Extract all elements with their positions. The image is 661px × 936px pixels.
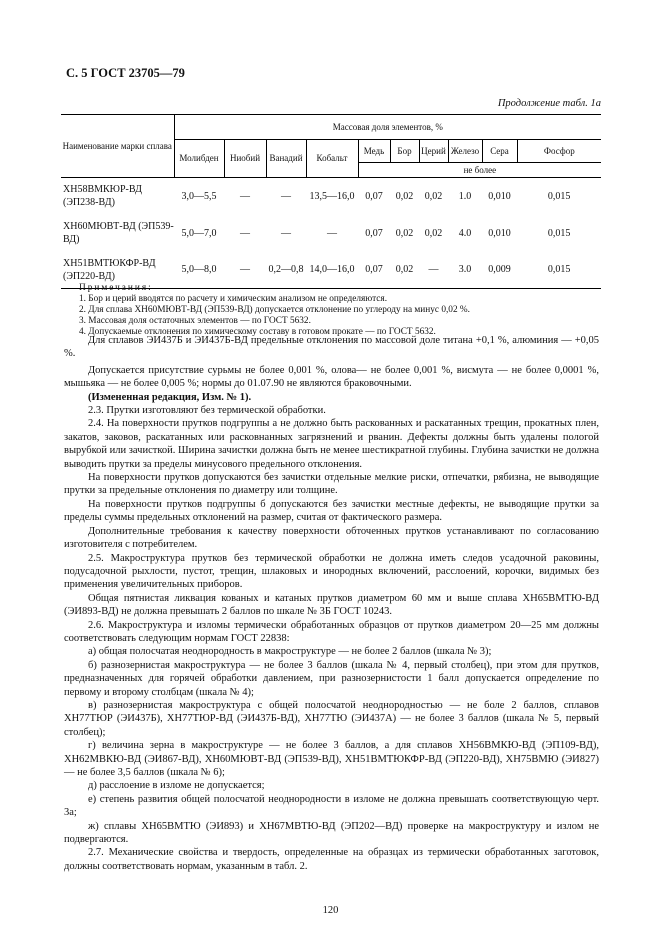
paragraph: Дополнительные требования к качеству поверхности обточенных прутков устанавливают по согласованию изготовителя с потребителем. (64, 525, 599, 551)
column-subheader: не более (358, 163, 601, 178)
column-header: Фосфор (517, 140, 601, 163)
table-cell: — (240, 227, 250, 239)
table-cell: 0,07 (358, 252, 390, 289)
table-cell: 0,02 (395, 227, 414, 239)
paragraph: 2.7. Механические свойства и твердость, определенные на образцах из термически обработанных заготовок, должны соответствовать нормам, указанным в табл. 2. (64, 847, 599, 872)
table-cell: 0,009 (482, 252, 517, 289)
table-cell: 0,02 (395, 190, 414, 202)
note-item: 4. Допускаемые отклонения по химическому составу в готовом прокате — по ГОСТ 5632. (79, 327, 436, 337)
page-header: С. 5 ГОСТ 23705—79 (66, 66, 185, 80)
column-header: Железо (448, 140, 482, 163)
table-cell: 1.0 (458, 190, 472, 202)
paragraph: Для сплавов ЭИ437Б и ЭИ437Б-ВД предельные отклонения по массовой доле титана +0,1 %, алюминия — +0,05 %. (64, 335, 599, 360)
table-cell: — (281, 190, 291, 202)
table-cell: 0,015 (547, 227, 571, 239)
paragraph: в) разнозернистая макроструктура с общей полосчатой неоднородностью — не боле 2 баллов, сплавов ХН77ТЮР (ЭИ437Б), ХН77ТЮР-ВД (ЭИ437Б-ВД), ХН77ТЮ (ЭИ437А) — не более 3 баллов (шкала № 5, первый столбец); (64, 699, 599, 738)
column-header: Бор (390, 140, 419, 163)
note-item: 2. Для сплава ХН60МЮВТ-ВД (ЭП539-ВД) допускается отклонение по углероду на минус 0,02 %. (79, 305, 470, 315)
column-header: Сера (482, 140, 517, 163)
table-cell: 0,010 (488, 190, 511, 202)
table-row (61, 215, 601, 252)
paragraph: ж) сплавы ХН65ВМТЮ (ЭИ893) и ХН67МВТЮ-ВД (ЭП202—ВД) проверке на макроструктуру и излом не подвергаются. (64, 820, 599, 846)
table-cell: 0,02 (424, 227, 443, 239)
page-number: 120 (322, 905, 339, 916)
note-item: 3. Массовая доля остаточных элементов — по ГОСТ 5632. (79, 316, 311, 326)
paragraph: б) разнозернистая макроструктура — не более 3 баллов (шкала № 4, первый столбец), при этом для прутков, предназначенных для горячей обработки давлением, при разнозернистости 1 балл допускается определение по первому и второму столбцам (шкала № 4); (64, 659, 599, 698)
composition-table (61, 114, 601, 289)
table-cell: 14,0—16,0 (306, 252, 358, 289)
table-cell: 3.0 (448, 252, 482, 289)
paragraph: д) расслоение в изломе не допускается; (88, 780, 265, 792)
column-header: Ванадий (266, 140, 306, 178)
paragraph: г) величина зерна в макроструктуре — не более 3 баллов, а для сплавов ХН56ВМКЮ-ВД (ЭП109-ВД), ХН62МВКЮ-ВД (ЭИ867-ВД), ХН60МЮВТ-ВД (ЭП539-ВД), ХН51ВМТЮКФР-ВД (ЭП220-ВД), ХН75ВМЮ (ЭИ827) — не более 3,5 баллов (шкала № 6); (64, 740, 599, 778)
table-notes (79, 283, 609, 338)
note-item: 1. Бор и церий вводятся по расчету и химическим анализом не определяются. (79, 294, 388, 304)
paragraph: 2.6. Макроструктура и изломы термически обработанных образцов от прутков диаметром 20—25 мм должны соответствовать следующим нормам ГОСТ 22838: (64, 619, 599, 644)
paragraph: е) степень развития общей полосчатой неоднородности в изломе не должна превышать соответствующую черт. 3а; (64, 793, 599, 819)
table-cell: 0,07 (365, 190, 383, 202)
table-cell: 13,5—16,0 (309, 190, 355, 202)
table-cell: 4.0 (458, 227, 472, 239)
table-cell: 0,02 (390, 252, 419, 289)
table-row (61, 178, 601, 215)
table-cell: 0,2—0,8 (266, 252, 306, 289)
table-cell: 5,0—7,0 (181, 227, 217, 239)
table-cell: — (327, 227, 337, 239)
paragraph: а) общая полосчатая неоднородность в макроструктуре — не более 2 баллов (шкала № 3); (88, 646, 492, 658)
paragraph: 2.5. Макроструктура прутков без термической обработки не должна иметь следов усадочной раковины, подусадочной рыхлости, пустот, трещин, шлаковых и инородных включений, расслоений, корочки, видимых без применения увеличительных приборов. (64, 552, 599, 591)
column-group-header: Массовая доля элементов, % (174, 115, 601, 140)
table-cell: 3,0—5,5 (181, 190, 217, 202)
paragraph: Общая пятнистая ликвация кованых и катаных прутков диаметром 60 мм и выше сплава ХН65ВМТЮ-ВД (ЭИ893-ВД) не должна превышать 2 баллов по шкале № 3Б ГОСТ 10243. (64, 592, 599, 618)
column-header: Кобальт (306, 140, 358, 178)
column-header: Ниобий (224, 140, 266, 178)
table-continuation-label: Продолжение табл. 1а (497, 98, 601, 109)
paragraph: 2.3. Прутки изготовляют без термической обработки. (88, 405, 326, 417)
table-cell: — (281, 227, 291, 239)
notes-title: Примечания: (79, 283, 153, 293)
amendment-note: (Измененная редакция, Изм. № 1). (88, 391, 252, 403)
alloy-name: ХН51ВМТЮКФР-ВД (ЭП220-ВД) (61, 252, 174, 289)
column-header: Молибден (174, 140, 224, 178)
table-cell: 5,0—8,0 (174, 252, 224, 289)
table-cell: 0,02 (424, 190, 443, 202)
alloy-name: ХН58ВМКЮР-ВД (ЭП238-ВД) (63, 184, 142, 209)
paragraph: На поверхности прутков подгруппы б допускаются без зачистки местные дефекты, не выводящие прутки за пределы суммы предельных отклонений на размер, считая от фактического размера. (64, 498, 599, 524)
table-cell: — (419, 252, 448, 289)
table-cell: 0,015 (517, 252, 601, 289)
table-cell: — (240, 190, 250, 202)
paragraph: На поверхности прутков допускаются без зачистки отдельные мелкие риски, отпечатки, рябизна, не выводящие прутки за предельные отклонения по диаметру или толщине. (64, 472, 599, 497)
body-text (64, 334, 599, 873)
paragraph: 2.4. На поверхности прутков подгруппы а не должно быть раскованных и раскатанных трещин, прокатных плен, закатов, заковов, раскатанных или расковнанных загрязнений и рванин. Дефекты должны быть удалены пологой вырубкой или зачисткой. Ширина зачистки должна быть не менее шестикратной глубины. Глубина зачистки не должна выводить прутки за пределы минусового предельного отклонения. (64, 418, 599, 470)
table-cell: 0,010 (488, 227, 511, 239)
column-header: Церий (419, 140, 448, 163)
paragraph: Допускается присутствие сурьмы не более 0,001 %, олова— не более 0,001 %, висмута — не более 0,0001 %, мышьяка — не более 0,005 %; нормы до 01.07.90 не являются браковочными. (64, 364, 599, 390)
column-header: Медь (358, 140, 390, 163)
table-cell: 0,015 (547, 190, 571, 202)
alloy-name: ХН60МЮВТ-ВД (ЭП539-ВД) (63, 221, 174, 245)
column-header-name: Наименование марки сплава (61, 115, 174, 178)
table-cell: — (224, 252, 266, 289)
table-cell: 0,07 (365, 227, 383, 239)
